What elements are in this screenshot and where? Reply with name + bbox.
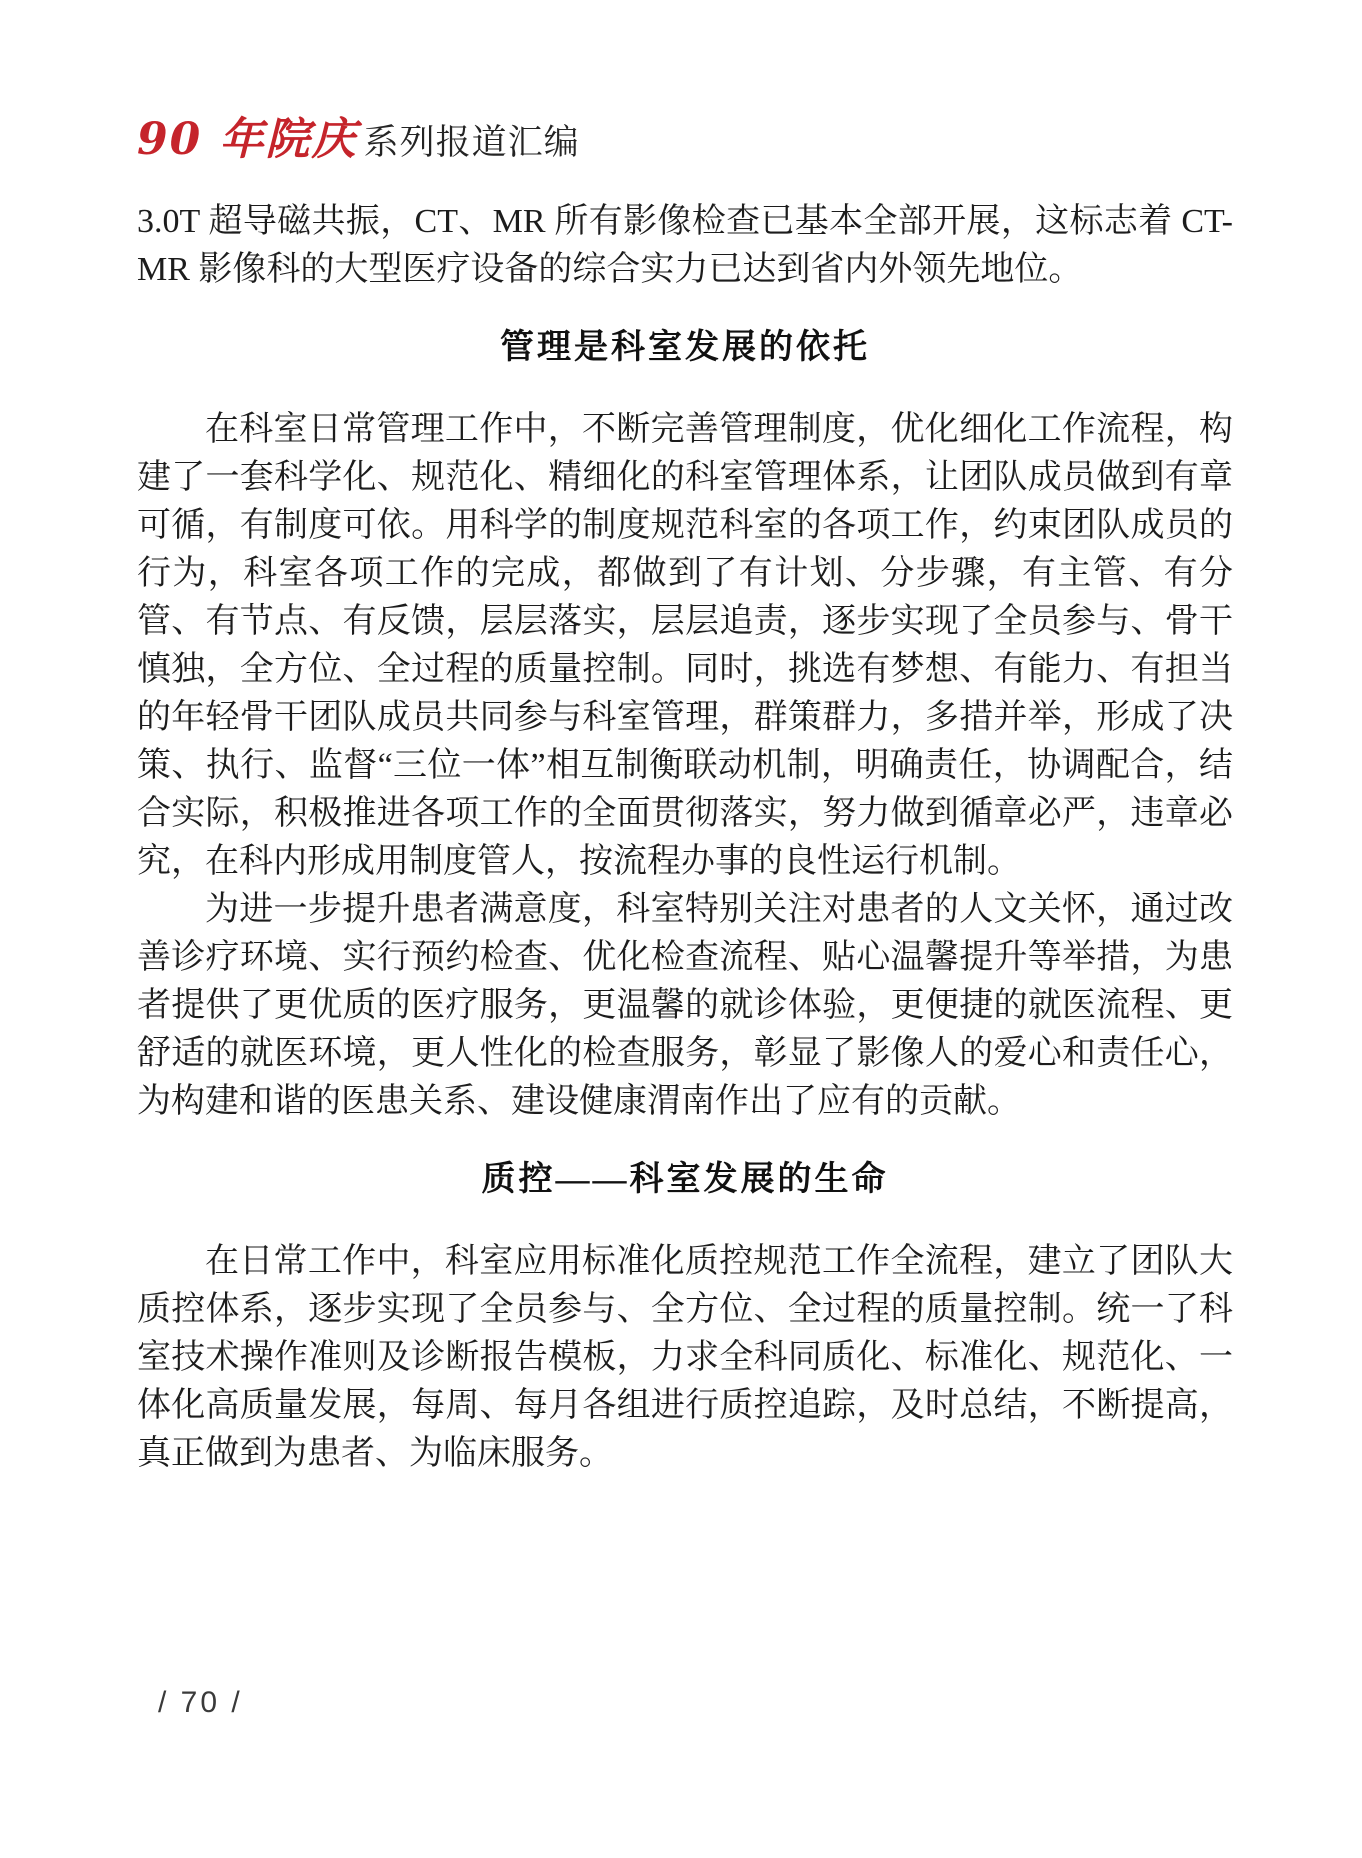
- paragraph-quality-control: 在日常工作中，科室应用标准化质控规范工作全流程，建立了团队大质控体系，逐步实现了全员参与、全方位、全过程的质量控制。统一了科室技术操作准则及诊断报告模板，力求全科同质化、标准化、规范化、一体化高质量发展，每周、每月各组进行质控追踪，及时总结，不断提高，真正做到为患者、为临床服务。: [137, 1243, 1233, 1472]
- paragraph-intro: 3.0T 超导磁共振，CT、MR 所有影像检查已基本全部开展，这标志着 CT-MR 影像科的大型医疗设备的综合实力已达到省内外领先地位。: [137, 203, 1233, 288]
- section-heading-management: 管理是科室发展的依托: [500, 329, 870, 366]
- header-title-red: 90 年院庆: [137, 114, 358, 165]
- header-title-black: 系列报道汇编: [363, 123, 580, 162]
- page-number: / 70 /: [158, 1686, 243, 1719]
- section-heading-quality-control: 质控——科室发展的生命: [481, 1161, 889, 1198]
- page-header: [137, 114, 580, 165]
- paragraph-management: 在科室日常管理工作中，不断完善管理制度，优化细化工作流程，构建了一套科学化、规范化、精细化的科室管理体系，让团队成员做到有章可循，有制度可依。用科学的制度规范科室的各项工作，约束团队成员的行为，科室各项工作的完成，都做到了有计划、分步骤，有主管、有分管、有节点、有反馈，层层落实，层层追责，逐步实现了全员参与、骨干慎独，全方位、全过程的质量控制。同时，挑选有梦想、有能力、有担当的年轻骨干团队成员共同参与科室管理，群策群力，多措并举，形成了决策、执行、监督“三位一体”相互制衡联动机制，明确责任，协调配合，结合实际，积极推进各项工作的全面贯彻落实，努力做到循章必严，违章必究，在科内形成用制度管人，按流程办事的良性运行机制。: [137, 411, 1233, 880]
- paragraph-patient-care: 为进一步提升患者满意度，科室特别关注对患者的人文关怀，通过改善诊疗环境、实行预约检查、优化检查流程、贴心温馨提升等举措，为患者提供了更优质的医疗服务，更温馨的就诊体验，更便捷的就医流程、更舒适的就医环境，更人性化的检查服务，彰显了影像人的爱心和责任心，为构建和谐的医患关系、建设健康渭南作出了应有的贡献。: [137, 891, 1233, 1120]
- document-body: [137, 198, 1233, 1478]
- page-footer: [158, 1686, 243, 1720]
